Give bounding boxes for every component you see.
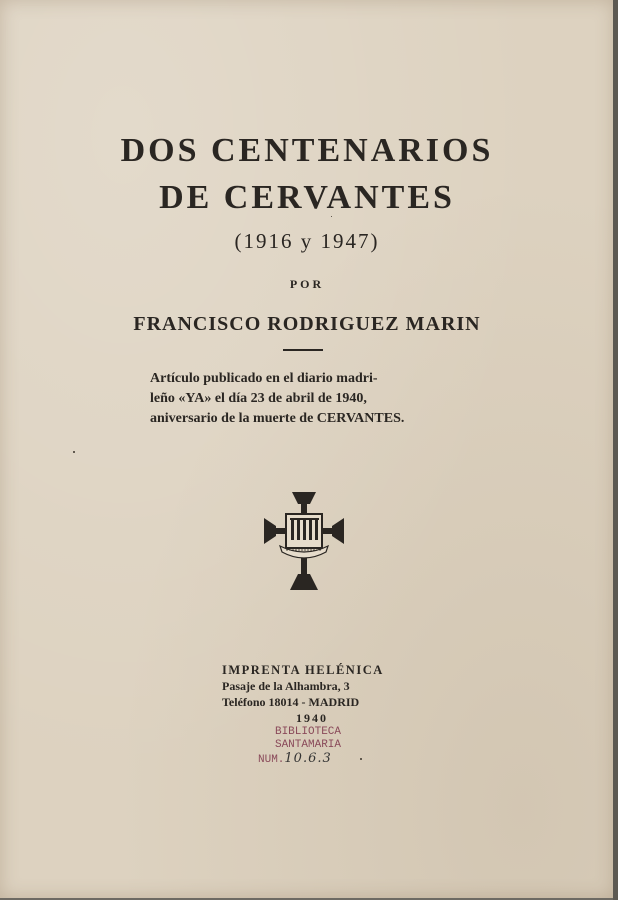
- description-line-2: leño «YA» el día 23 de abril de 1940,: [150, 391, 367, 406]
- stamp-line-1: BIBLIOTECA: [274, 726, 341, 738]
- printer-name: IMPRENTA HELÉNICA: [222, 663, 384, 677]
- paper-speck: [73, 451, 75, 453]
- publication-year: 1940: [296, 711, 328, 725]
- description-line-3: aniversario de la muerte de CERVANTES.: [150, 411, 405, 426]
- stamp-line-2: SANTAMARIA: [274, 739, 341, 751]
- printer-cross-emblem-icon: [262, 490, 346, 594]
- stamp-handwritten-number: 10.6.3: [284, 751, 332, 766]
- stamp-number-row: [248, 752, 368, 767]
- printer-address: Pasaje de la Alhambra, 3: [222, 679, 350, 693]
- paper-speck: [360, 758, 362, 760]
- years-subtitle: (1916 y 1947): [234, 229, 380, 253]
- description-line-1: Artículo publicado en el diario madri-: [150, 371, 378, 386]
- page-edge-shadow: [613, 0, 618, 900]
- library-stamp: [248, 726, 368, 767]
- description-block: [150, 369, 470, 429]
- printer-phone-city: Teléfono 18014 - MADRID: [222, 695, 360, 709]
- printer-imprint: [222, 662, 402, 726]
- title-line-1: DOS CENTENARIOS: [120, 132, 494, 169]
- stamp-number-label: NUM.: [258, 754, 285, 766]
- title-divider: [283, 349, 323, 351]
- por-label: POR: [289, 277, 325, 291]
- title-line-2: DE CERVANTES: [159, 179, 455, 216]
- author-name: FRANCISCO RODRIGUEZ MARIN: [133, 313, 481, 335]
- paper-speck: [331, 216, 332, 217]
